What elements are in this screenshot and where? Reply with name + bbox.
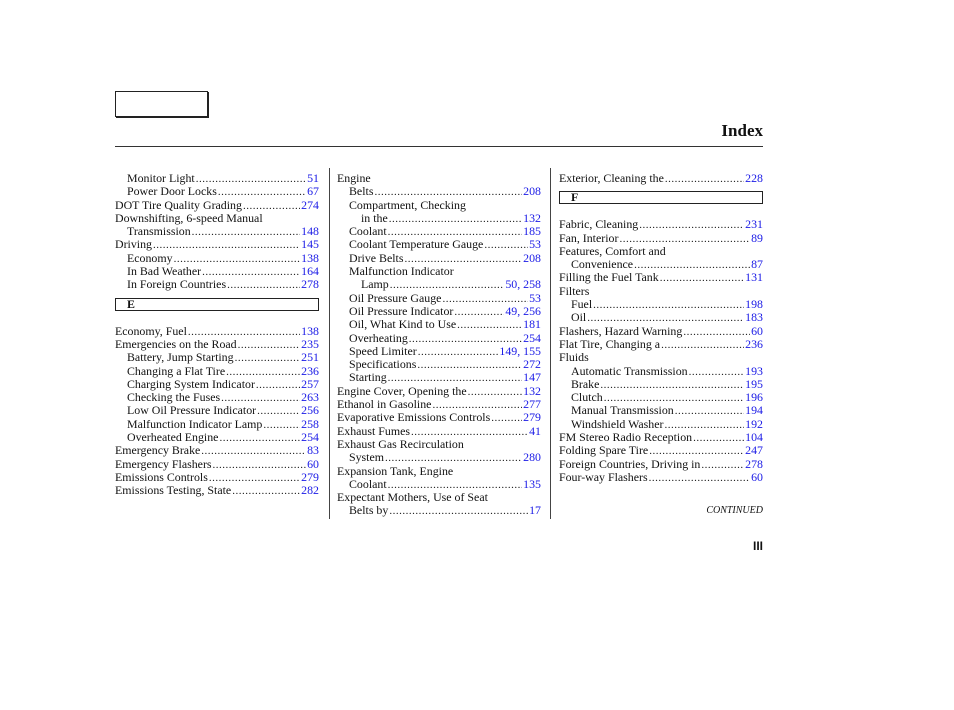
page-reference-link[interactable]: 278: [745, 456, 763, 471]
index-entry: [337, 398, 541, 411]
page-reference-link[interactable]: 236: [745, 336, 763, 351]
page-reference-link[interactable]: 67: [307, 184, 319, 199]
index-entry: [115, 471, 319, 484]
index-column-2: [337, 172, 541, 518]
entry-text: Convenience: [571, 257, 634, 272]
page-reference-link[interactable]: 279: [523, 410, 541, 425]
entry-text: Compartment, Checking: [349, 197, 466, 212]
entry-text: Specifications: [349, 357, 417, 372]
page-reference-link[interactable]: 195: [745, 376, 763, 391]
page-reference-link[interactable]: 208: [523, 250, 541, 265]
index-entry: [115, 365, 319, 378]
page-reference-link[interactable]: 277: [523, 397, 541, 412]
page-reference-link[interactable]: 247: [745, 443, 763, 458]
index-entry: [337, 451, 541, 464]
index-entry: [559, 418, 763, 431]
index-entry: [559, 351, 763, 364]
index-entry: [337, 425, 541, 438]
dot-leader: [454, 306, 504, 319]
page-reference-link[interactable]: 280: [523, 450, 541, 465]
index-entry: [115, 378, 319, 391]
page-reference-link[interactable]: 60: [307, 456, 319, 471]
index-entry: [559, 391, 763, 404]
entry-text: Power Door Locks: [127, 184, 217, 199]
index-entry: [337, 371, 541, 384]
dot-leader: [693, 432, 744, 445]
index-entry: [337, 292, 541, 305]
entry-text: Emergencies on the Road: [115, 336, 237, 351]
page-reference-link[interactable]: 87: [751, 257, 763, 272]
index-entry: [115, 212, 319, 225]
entry-text: Brake: [571, 376, 600, 391]
index-entry: [337, 278, 541, 291]
entry-text: Economy, Fuel: [115, 323, 187, 338]
section-letter-header: [115, 298, 319, 311]
section-letter: F: [571, 190, 579, 205]
index-entry: [115, 172, 319, 185]
entry-text: Evaporative Emissions Controls: [337, 410, 491, 425]
index-entry: [115, 418, 319, 431]
dot-leader: [661, 339, 744, 352]
page-reference-link[interactable]: 198: [745, 297, 763, 312]
page-reference-link[interactable]: 274: [301, 197, 319, 212]
page-reference-link[interactable]: 135: [523, 476, 541, 491]
page-reference-link[interactable]: 258: [301, 416, 319, 431]
index-entry: [115, 252, 319, 265]
entry-text: in the: [361, 210, 388, 225]
page-reference-link[interactable]: 60: [751, 323, 763, 338]
index-entry: [115, 185, 319, 198]
continued-note: CONTINUED: [706, 505, 763, 516]
entry-text: Charging System Indicator: [127, 376, 255, 391]
entry-text: Lamp: [361, 277, 389, 292]
dot-leader: [417, 359, 522, 372]
entry-text: Manual Transmission: [571, 403, 674, 418]
dot-leader: [457, 319, 522, 332]
page-reference-link[interactable]: 148: [301, 224, 319, 239]
dot-leader: [418, 346, 499, 359]
index-entry: [559, 404, 763, 417]
dot-leader: [227, 279, 300, 292]
page-reference-link[interactable]: 49, 256: [505, 303, 541, 318]
index-entry: [115, 338, 319, 351]
page-reference-link[interactable]: 53: [529, 290, 541, 305]
entry-text: Monitor Light: [127, 171, 195, 185]
dot-leader: [683, 326, 750, 339]
entry-text: Battery, Jump Starting: [127, 350, 234, 365]
index-entry: [115, 404, 319, 417]
entry-text: Low Oil Pressure Indicator: [127, 403, 257, 418]
index-entry: [337, 265, 541, 278]
page-reference-link[interactable]: 51: [307, 171, 319, 185]
index-entry: [337, 332, 541, 345]
entry-text: In Bad Weather: [127, 264, 202, 279]
index-column-1: [115, 172, 319, 498]
section-letter-header: [559, 191, 763, 204]
dot-leader: [484, 239, 528, 252]
index-entry: [115, 238, 319, 251]
entry-text: Driving: [115, 237, 152, 252]
page-reference-link[interactable]: 251: [301, 350, 319, 365]
entry-text: Expansion Tank, Engine: [337, 463, 454, 478]
index-entry: [559, 471, 763, 484]
index-entry: [115, 325, 319, 338]
dot-leader: [257, 405, 300, 418]
page-reference-link[interactable]: 183: [745, 310, 763, 325]
page-reference-link[interactable]: 196: [745, 390, 763, 405]
index-entry: [337, 411, 541, 424]
index-entry: [337, 504, 541, 517]
page-reference-link[interactable]: 60: [751, 469, 763, 484]
entry-text: Exhaust Fumes: [337, 423, 410, 438]
dot-leader: [675, 405, 744, 418]
entry-text: Fluids: [559, 350, 589, 365]
dot-leader: [649, 472, 751, 485]
dot-leader: [192, 226, 300, 239]
page-reference-link[interactable]: 181: [523, 317, 541, 332]
page-reference-link[interactable]: 194: [745, 403, 763, 418]
page-reference-link[interactable]: 193: [745, 363, 763, 378]
index-entry: [115, 444, 319, 457]
index-entry: [115, 225, 319, 238]
page-reference-link[interactable]: 236: [301, 363, 319, 378]
entry-text: Speed Limiter: [349, 343, 417, 358]
page-title: Index: [721, 121, 763, 140]
index-entry: [337, 305, 541, 318]
entry-text: Coolant Temperature Gauge: [349, 237, 484, 252]
entry-text: FM Stereo Radio Reception: [559, 430, 693, 445]
dot-leader: [201, 445, 306, 458]
entry-text: Belts by: [349, 503, 389, 518]
column-divider: [329, 168, 330, 519]
page-reference-link[interactable]: 138: [301, 250, 319, 265]
entry-text: System: [349, 450, 385, 465]
page-reference-link[interactable]: 192: [745, 416, 763, 431]
entry-text: Overheating: [349, 330, 408, 345]
page-reference-link[interactable]: 145: [301, 237, 319, 252]
dot-leader: [389, 213, 522, 226]
entry-text: Oil, What Kind to Use: [349, 317, 457, 332]
entry-text: Filling the Fuel Tank: [559, 270, 659, 285]
entry-text: Expectant Mothers, Use of Seat: [337, 490, 488, 505]
page-reference-link[interactable]: 282: [301, 483, 319, 498]
entry-text: Fan, Interior: [559, 230, 619, 245]
index-entry: [115, 265, 319, 278]
page-reference-link[interactable]: 104: [745, 430, 763, 445]
entry-text: Ethanol in Gasoline: [337, 397, 432, 412]
dot-leader: [660, 272, 744, 285]
entry-text: Malfunction Indicator Lamp: [127, 416, 263, 431]
dot-leader: [491, 412, 522, 425]
page-reference-link[interactable]: 279: [301, 469, 319, 484]
entry-text: Fabric, Cleaning: [559, 217, 639, 232]
page-reference-link[interactable]: 228: [745, 171, 763, 185]
index-entry: [337, 185, 541, 198]
entry-text: Exterior, Cleaning the: [559, 171, 664, 185]
dot-leader: [219, 432, 300, 445]
entry-text: Coolant: [349, 476, 387, 491]
index-entry: [115, 431, 319, 444]
page-reference-link[interactable]: 147: [523, 370, 541, 385]
index-entry: [337, 491, 541, 504]
dot-leader: [232, 485, 300, 498]
dot-leader: [153, 239, 300, 252]
index-entry: [337, 345, 541, 358]
entry-text: Transmission: [127, 224, 191, 239]
index-entry: [559, 378, 763, 391]
page-reference-link[interactable]: 263: [301, 390, 319, 405]
index-entry: [559, 311, 763, 324]
index-entry: [337, 252, 541, 265]
page-reference-link[interactable]: 132: [523, 383, 541, 398]
index-entry: [559, 338, 763, 351]
dot-leader: [468, 386, 523, 399]
page-reference-link[interactable]: 185: [523, 224, 541, 239]
index-entry: [559, 431, 763, 444]
page-reference-link[interactable]: 41: [529, 423, 541, 438]
page-reference-link[interactable]: 17: [529, 503, 541, 518]
index-entry: [115, 199, 319, 212]
index-column-3: [559, 172, 763, 484]
page-reference-link[interactable]: 149, 155: [499, 343, 541, 358]
entry-text: Oil Pressure Indicator: [349, 303, 454, 318]
page-reference-link[interactable]: 208: [523, 184, 541, 199]
dot-leader: [213, 459, 307, 472]
entry-text: Windshield Washer: [571, 416, 664, 431]
entry-text: Starting: [349, 370, 387, 385]
entry-text: Emergency Flashers: [115, 456, 212, 471]
entry-text: Checking the Fuses: [127, 390, 221, 405]
index-entry: [337, 465, 541, 478]
entry-text: Folding Spare Tire: [559, 443, 649, 458]
index-entry: [115, 458, 319, 471]
entry-text: Emergency Brake: [115, 443, 201, 458]
page-reference-link[interactable]: 278: [301, 277, 319, 292]
entry-text: Coolant: [349, 224, 387, 239]
dot-leader: [238, 339, 301, 352]
entry-text: In Foreign Countries: [127, 277, 227, 292]
dot-leader: [235, 352, 301, 365]
page-reference-link[interactable]: 83: [307, 443, 319, 458]
entry-text: Emissions Testing, State: [115, 483, 232, 498]
dot-leader: [256, 379, 300, 392]
index-entry: [559, 218, 763, 231]
dot-leader: [593, 299, 744, 312]
entry-text: Four-way Flashers: [559, 469, 648, 484]
dot-leader: [600, 379, 744, 392]
index-entry: [337, 318, 541, 331]
entry-text: Emissions Controls: [115, 469, 208, 484]
entry-text: Engine: [337, 171, 371, 185]
page-reference-link[interactable]: 272: [523, 357, 541, 372]
entry-text: Automatic Transmission: [571, 363, 688, 378]
index-entry: [115, 391, 319, 404]
page-number: III: [752, 539, 763, 553]
dot-leader: [389, 505, 528, 518]
page-reference-link[interactable]: 89: [751, 230, 763, 245]
index-entry: [559, 258, 763, 271]
index-entry: [559, 325, 763, 338]
section-letter: E: [127, 296, 135, 311]
entry-text: DOT Tire Quality Grading: [115, 197, 242, 212]
index-entry: [337, 199, 541, 212]
index-entry: [337, 385, 541, 398]
dot-leader: [701, 459, 744, 472]
entry-text: Economy: [127, 250, 173, 265]
entry-text: Oil: [571, 310, 587, 325]
index-entry: [559, 298, 763, 311]
index-entry: [115, 484, 319, 497]
entry-text: Features, Comfort and: [559, 243, 666, 258]
index-entry: [559, 232, 763, 245]
entry-text: Filters: [559, 283, 590, 298]
page-reference-link[interactable]: 257: [301, 376, 319, 391]
page-reference-link[interactable]: 131: [745, 270, 763, 285]
page-reference-link[interactable]: 256: [301, 403, 319, 418]
entry-text: Drive Belts: [349, 250, 404, 265]
entry-text: Downshifting, 6-speed Manual: [115, 210, 263, 225]
index-entry: [559, 285, 763, 298]
entry-text: Clutch: [571, 390, 603, 405]
entry-text: Changing a Flat Tire: [127, 363, 226, 378]
index-entry: [559, 365, 763, 378]
index-entry: [337, 172, 541, 185]
dot-leader: [665, 173, 744, 186]
page-reference-link[interactable]: 254: [301, 430, 319, 445]
entry-text: Foreign Countries, Driving in: [559, 456, 701, 471]
entry-text: Flat Tire, Changing a: [559, 336, 661, 351]
entry-text: Exhaust Gas Recirculation: [337, 436, 464, 451]
entry-text: Overheated Engine: [127, 430, 219, 445]
page-reference-link[interactable]: 50, 258: [505, 277, 541, 292]
dot-leader: [639, 219, 744, 232]
title-divider: [115, 146, 763, 147]
index-entry: [337, 358, 541, 371]
page-reference-link[interactable]: 53: [529, 237, 541, 252]
entry-text: Flashers, Hazard Warning: [559, 323, 683, 338]
index-entry: [559, 245, 763, 258]
index-entry: [115, 351, 319, 364]
dot-leader: [689, 366, 745, 379]
index-entry: [559, 444, 763, 457]
entry-text: Oil Pressure Gauge: [349, 290, 442, 305]
entry-text: Engine Cover, Opening the: [337, 383, 467, 398]
index-entry: [337, 212, 541, 225]
column-divider: [550, 168, 551, 519]
index-entry: [559, 172, 763, 185]
index-entry: [337, 225, 541, 238]
index-entry: [115, 278, 319, 291]
page-reference-link[interactable]: 254: [523, 330, 541, 345]
entry-text: Belts: [349, 184, 374, 199]
index-entry: [337, 478, 541, 491]
page-reference-link[interactable]: 235: [301, 336, 319, 351]
page-reference-link[interactable]: 132: [523, 210, 541, 225]
page-reference-link[interactable]: 138: [301, 323, 319, 338]
entry-text: Fuel: [571, 297, 593, 312]
page-reference-link[interactable]: 231: [745, 217, 763, 232]
entry-text: Malfunction Indicator: [349, 264, 454, 279]
page-reference-link[interactable]: 164: [301, 264, 319, 279]
index-entry: [559, 271, 763, 284]
index-entry: [559, 458, 763, 471]
index-entry: [337, 238, 541, 251]
section-tab-box: [115, 91, 208, 117]
index-entry: [337, 438, 541, 451]
dot-leader: [263, 419, 300, 432]
